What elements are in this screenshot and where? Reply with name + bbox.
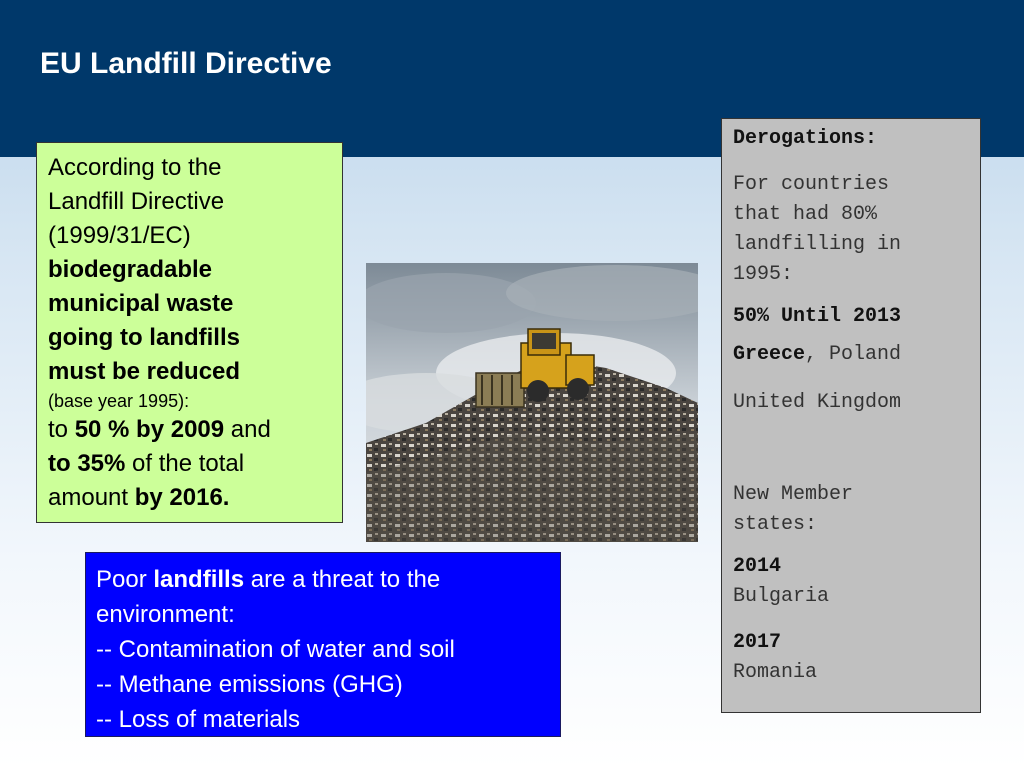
year-2014: 2014 xyxy=(733,555,782,578)
summary-text: amount xyxy=(48,484,135,511)
derogations-desc: that had 80% xyxy=(733,203,878,226)
derogations-desc: For countries xyxy=(733,173,890,196)
country-poland: , Poland xyxy=(805,343,902,366)
threat-item: -- Methane emissions (GHG) xyxy=(96,671,403,698)
directive-summary-box xyxy=(36,142,343,523)
base-year-note: (base year 1995): xyxy=(48,391,190,411)
derogations-desc: 1995: xyxy=(733,263,794,286)
country-uk: United Kingdom xyxy=(733,391,902,414)
threat-item: -- Contamination of water and soil xyxy=(96,636,455,663)
landfill-threats-box xyxy=(85,552,561,737)
target-2016: by 2016. xyxy=(134,484,230,511)
threat-text: are a threat to the xyxy=(244,566,441,593)
country-bulgaria: Bulgaria xyxy=(733,585,830,608)
summary-bold-line: must be reduced xyxy=(48,358,241,385)
threat-text: Poor xyxy=(96,566,154,593)
summary-bold-line: biodegradable xyxy=(48,256,213,283)
summary-line: (1999/31/EC) xyxy=(48,222,191,249)
threat-item: -- Loss of materials xyxy=(96,706,301,733)
landfill-photo xyxy=(366,263,698,542)
threat-bold: landfills xyxy=(153,566,245,593)
summary-text: and xyxy=(224,416,271,443)
target-35: to 35% xyxy=(48,450,126,477)
summary-line: According to the xyxy=(48,154,222,181)
new-member-label: states: xyxy=(733,513,818,536)
summary-line: Landfill Directive xyxy=(48,188,225,215)
summary-text: to xyxy=(48,416,75,443)
threat-text: environment: xyxy=(96,601,235,628)
target-2009: 50 % by 2009 xyxy=(74,416,225,443)
summary-bold-line: going to landfills xyxy=(48,324,240,351)
country-greece: Greece xyxy=(733,343,806,366)
until-2013: 50% Until 2013 xyxy=(733,305,902,328)
country-romania: Romania xyxy=(733,661,818,684)
slide-title: EU Landfill Directive xyxy=(40,47,332,80)
derogations-heading: Derogations: xyxy=(733,127,878,150)
derogations-desc: landfilling in xyxy=(733,233,902,256)
derogations-box xyxy=(721,118,981,713)
new-member-label: New Member xyxy=(733,483,854,506)
summary-text: of the total xyxy=(125,450,245,477)
summary-bold-line: municipal waste xyxy=(48,290,234,317)
year-2017: 2017 xyxy=(733,631,782,654)
